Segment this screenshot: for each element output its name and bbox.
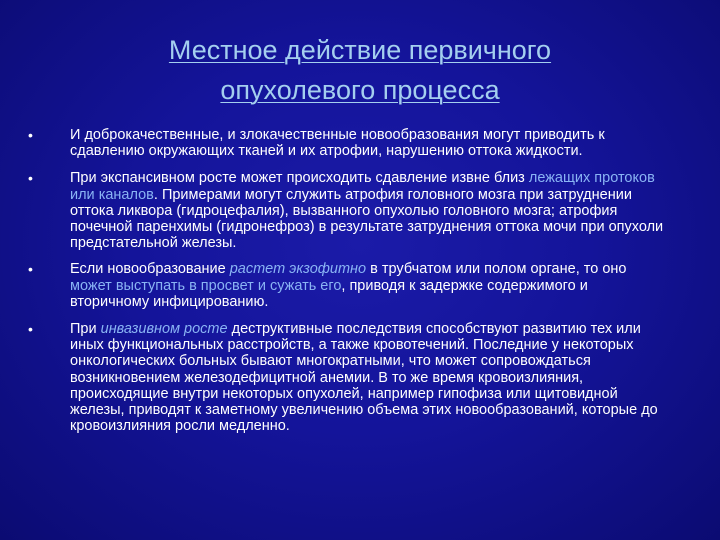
highlighted-phrase: может выступать в просвет и сужать его	[70, 277, 342, 294]
bullet-text: . Примерами могут служить атрофия головного мозга при затруднении оттока ликвора (гидроцефалия), вызванного опухолью головного мозга; атрофия почечной паренхимы (гидронефроз) в результате затруднения оттока мочи при опухоли предстательной железы.	[70, 186, 664, 252]
slide-title	[80, 30, 640, 110]
bullet-item-invasive-growth	[26, 321, 666, 434]
bullet-marker: •	[28, 321, 33, 338]
highlighted-phrase-italic: растет экзофитно	[229, 261, 367, 278]
bullet-marker: •	[28, 261, 33, 278]
bullet-text: Если новообразование	[70, 261, 230, 278]
bullet-text: в трубчатом или полом органе, то оно	[366, 261, 627, 278]
bullet-item-exophytic-growth	[26, 261, 666, 310]
bullet-marker: •	[28, 170, 33, 187]
bullet-text: , приводя к задержке содержимого и вторичному инфицированию.	[70, 277, 588, 310]
bullet-text: И доброкачественные, и злокачественные новообразования могут приводить к сдавлению окружающих тканей и их атрофии, нарушению оттока жидкости.	[70, 127, 605, 160]
bullet-text: деструктивные последствия способствуют развитию тех или иных функциональных расстройств, а также кровотечений. Последние у некоторых онкологических больных бывают многократными, что может сопровождаться возникновением железодефицитной анемии. В то же время кровоизлияния, происходящие внутри некоторых опухолей, например гипофиза или щитовидной железы, приводят к заметному увеличению объема этих новообразований, которые до кровоизлияния росли медленно.	[70, 321, 658, 435]
bullet-item-expansive-growth	[26, 170, 666, 251]
highlighted-phrase: лежащих протоков или каналов	[70, 170, 655, 203]
bullet-list	[26, 127, 666, 434]
bullet-item-compression	[26, 127, 666, 159]
bullet-marker: •	[28, 127, 33, 143]
highlighted-phrase-italic: инвазивном росте	[100, 321, 228, 338]
title-line-2: опухолевого процесса	[220, 75, 500, 105]
bullet-text: При	[70, 321, 101, 338]
bullet-text: При экспансивном росте может происходить сдавление извне близ	[70, 170, 529, 187]
title-line-1: Местное действие первичного	[168, 35, 552, 65]
